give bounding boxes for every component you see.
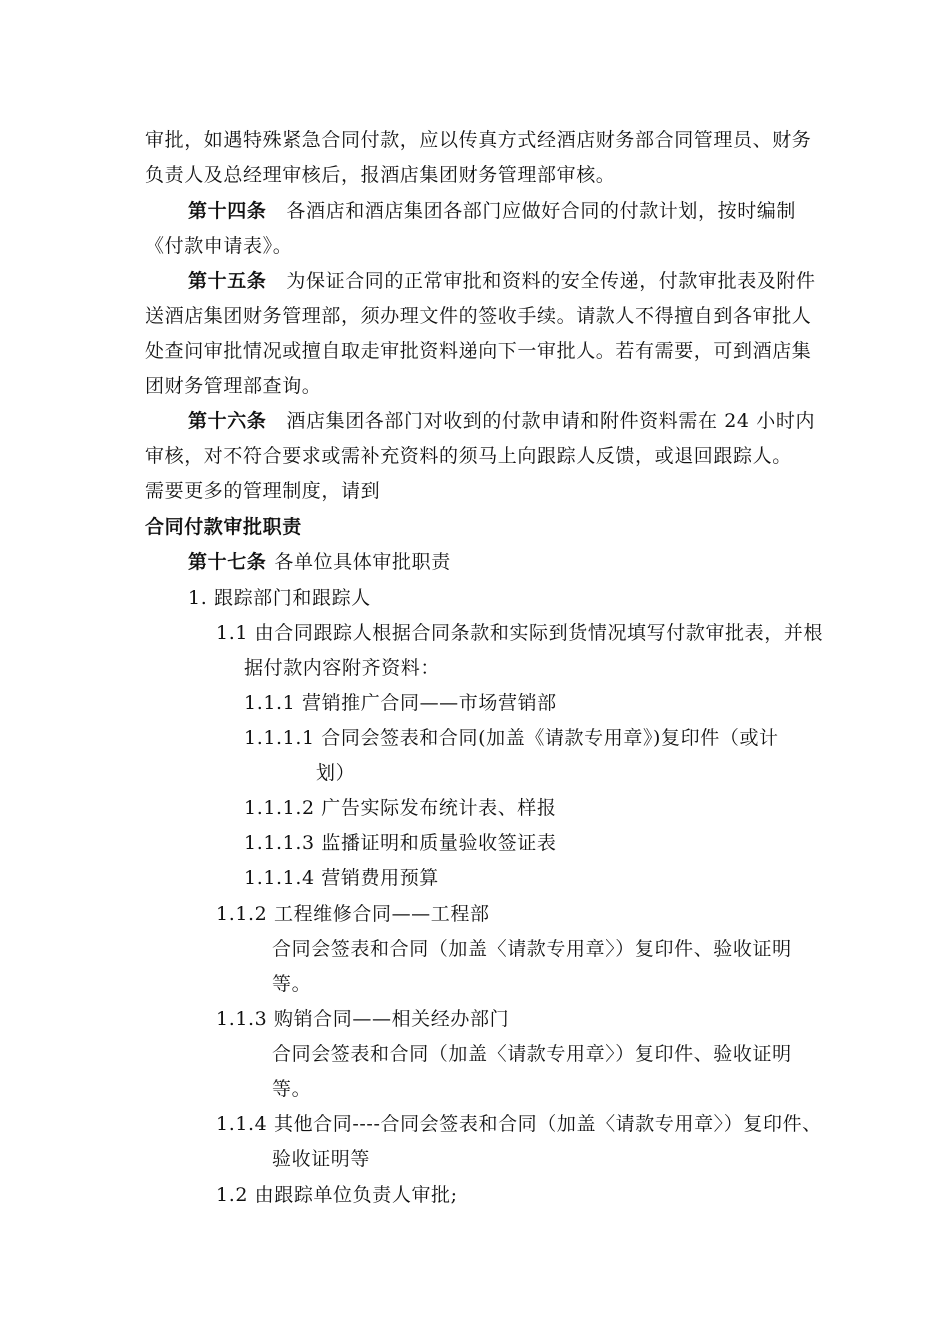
article-16 <box>188 409 815 433</box>
list-item: 1.1.1.4 营销费用预算 <box>244 867 439 889</box>
list-item: 1.1 由合同跟踪人根据合同条款和实际到货情况填写付款审批表，并根 <box>216 622 824 644</box>
list-item-detail: 合同会签表和合同（加盖〈请款专用章〉）复印件、验收证明 <box>272 938 792 960</box>
article-15-heading: 第十五条 <box>188 270 267 292</box>
article-17-heading: 第十七条 <box>188 551 267 573</box>
list-item: 1.2 由跟踪单位负责人审批; <box>216 1184 458 1206</box>
list-item: 1.1.2 工程维修合同——工程部 <box>216 903 490 925</box>
list-item: 1.1.3 购销合同——相关经办部门 <box>216 1008 510 1030</box>
list-item: 1. 跟踪部门和跟踪人 <box>188 587 371 609</box>
list-item: 1.1.1.3 监播证明和质量验收签证表 <box>244 832 557 854</box>
paragraph-line: 负责人及总经理审核后，报酒店集团财务管理部审核。 <box>145 164 616 186</box>
article-15-text: 为保证合同的正常审批和资料的安全传递，付款审批表及附件 <box>286 270 816 292</box>
paragraph-line: 送酒店集团财务管理部，须办理文件的签收手续。请款人不得擅自到各审批人 <box>145 305 812 327</box>
section-heading: 合同付款审批职责 <box>145 516 302 538</box>
list-item-continued: 验收证明等 <box>272 1148 371 1170</box>
list-item-continued: 据付款内容附齐资料： <box>244 657 441 679</box>
list-item-detail: 等。 <box>272 973 312 995</box>
list-item-detail: 合同会签表和合同（加盖〈请款专用章〉）复印件、验收证明 <box>272 1043 792 1065</box>
article-15 <box>188 269 816 293</box>
list-item: 1.1.1.2 广告实际发布统计表、样报 <box>244 797 557 819</box>
article-17 <box>188 550 451 574</box>
article-14-heading: 第十四条 <box>188 200 267 222</box>
list-item-detail: 等。 <box>272 1078 312 1100</box>
more-note: 需要更多的管理制度，请到 <box>145 480 381 502</box>
list-item: 1.1.4 其他合同----合同会签表和合同（加盖〈请款专用章〉）复印件、 <box>216 1113 822 1135</box>
list-item: 1.1.1 营销推广合同——市场营销部 <box>244 692 557 714</box>
paragraph-line: 处查问审批情况或擅自取走审批资料递向下一审批人。若有需要，可到酒店集 <box>145 340 812 362</box>
article-14-text: 各酒店和酒店集团各部门应做好合同的付款计划，按时编制 <box>286 200 797 222</box>
article-17-title: 各单位具体审批职责 <box>274 551 451 573</box>
paragraph-line: 团财务管理部查询。 <box>145 375 322 397</box>
paragraph-line: 审核，对不符合要求或需补充资料的须马上向跟踪人反馈，或退回跟踪人。 <box>145 445 792 467</box>
article-16-heading: 第十六条 <box>188 410 267 432</box>
list-item-continued: 划） <box>316 762 356 784</box>
paragraph-line: 审批，如遇特殊紧急合同付款，应以传真方式经酒店财务部合同管理员、财务 <box>145 129 812 151</box>
list-item: 1.1.1.1 合同会签表和合同(加盖《请款专用章》)复印件（或计 <box>244 727 779 749</box>
article-14 <box>188 199 796 223</box>
article-16-text: 酒店集团各部门对收到的付款申请和附件资料需在 24 小时内 <box>286 410 816 432</box>
paragraph-line: 《付款申请表》。 <box>145 235 293 257</box>
